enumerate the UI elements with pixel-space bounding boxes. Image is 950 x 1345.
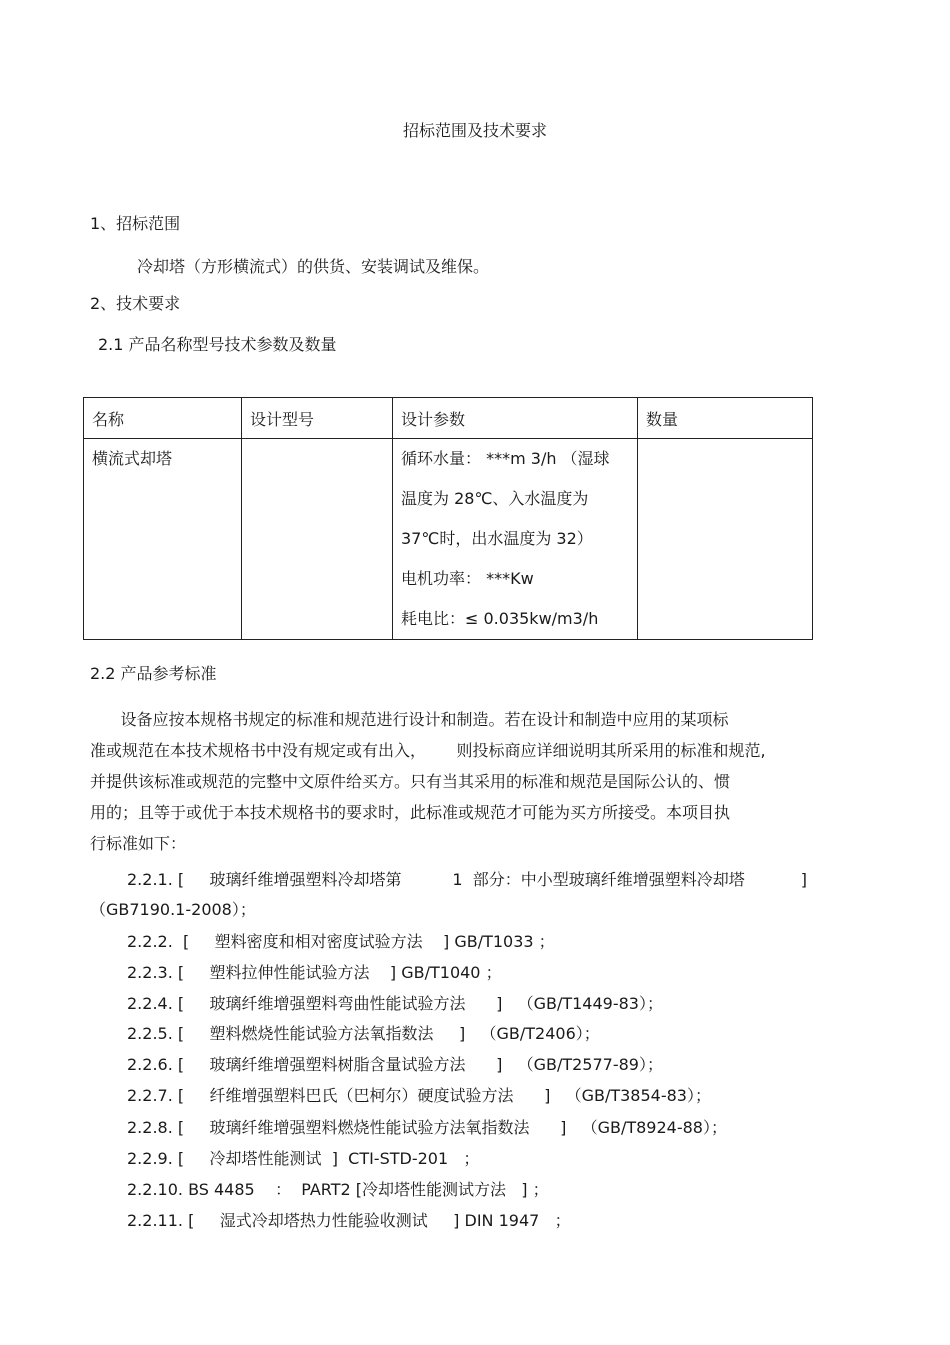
cell-quantity (638, 439, 813, 640)
cell-name-text: 横流式却塔 (92, 449, 173, 468)
cell-params (393, 439, 638, 640)
cell-name (84, 439, 242, 640)
standard-item: 2.2.9. [ 冷却塔性能测试 ] CTI-STD-201 ； (127, 1149, 480, 1168)
param-line: 温度为 28℃、入水温度为 (401, 489, 589, 508)
standard-item: 2.2.2. [ 塑料密度和相对密度试验方法 ] GB/T1033 ； (127, 932, 555, 951)
section-2-2-heading: 2.2 产品参考标准 (90, 664, 217, 683)
header-model: 设计型号 (242, 398, 393, 439)
param-line: 耗电比：≤ 0.035kw/m3/h (401, 609, 599, 628)
cell-model (242, 439, 393, 640)
section-1-heading: 1、招标范围 (90, 214, 181, 233)
section-1-body: 冷却塔（方形横流式）的供货、安装调试及维保。 (137, 257, 490, 276)
standard-item-continuation: （GB7190.1-2008）； (90, 900, 256, 919)
standard-item: 2.2.8. [ 玻璃纤维增强塑料燃烧性能试验方法氧指数法 ] （GB/T8924-88）； (127, 1118, 727, 1137)
paragraph-line: 行标准如下： (90, 834, 187, 853)
standard-item: 2.2.5. [ 塑料燃烧性能试验方法氧指数法 ] （GB/T2406）； (127, 1024, 600, 1043)
standard-item: 2.2.4. [ 玻璃纤维增强塑料弯曲性能试验方法 ] （GB/T1449-83）； (127, 994, 663, 1013)
table-header-row (84, 398, 813, 439)
header-name: 名称 (84, 398, 242, 439)
standards-paragraph (90, 704, 830, 859)
document-title: 招标范围及技术要求 (402, 121, 547, 140)
param-line: 37℃时，出水温度为 32） (401, 529, 593, 548)
paragraph-line: 用的；且等于或优于本技术规格书的要求时，此标准或规范才可能为买方所接受。本项目执 (90, 803, 731, 822)
header-params: 设计参数 (393, 398, 638, 439)
standard-item: 2.2.7. [ 纤维增强塑料巴氏（巴柯尔）硬度试验方法 ] （GB/T3854-83）； (127, 1086, 711, 1105)
paragraph-line: 准或规范在本技术规格书中没有规定或有出入， 则投标商应详细说明其所采用的标准和规范, (90, 741, 766, 760)
table-row (84, 439, 813, 640)
paragraph-line: 并提供该标准或规范的完整中文原件给买方。只有当其采用的标准和规范是国际公认的、惯 (90, 772, 731, 791)
standard-item: 2.2.10. BS 4485 ： PART2 [冷却塔性能测试方法 ] ； (127, 1180, 549, 1199)
product-spec-table (83, 397, 813, 640)
section-2-heading: 2、技术要求 (90, 294, 181, 313)
param-line: 循环水量： ***m 3/h （湿球 (401, 449, 610, 468)
section-2-1-heading: 2.1 产品名称型号技术参数及数量 (98, 335, 337, 354)
standard-item: 2.2.1. [ 玻璃纤维增强塑料冷却塔第 1 部分：中小型玻璃纤维增强塑料冷却塔 ] (127, 870, 807, 889)
header-quantity: 数量 (638, 398, 813, 439)
param-line: 电机功率： ***Kw (401, 569, 534, 588)
paragraph-line: 设备应按本规格书规定的标准和规范进行设计和制造。若在设计和制造中应用的某项标 (90, 710, 729, 729)
standard-item: 2.2.3. [ 塑料拉伸性能试验方法 ] GB/T1040 ； (127, 963, 502, 982)
standard-item: 2.2.6. [ 玻璃纤维增强塑料树脂含量试验方法 ] （GB/T2577-89）； (127, 1055, 663, 1074)
standard-item: 2.2.11. [ 湿式冷却塔热力性能验收测试 ] DIN 1947 ； (127, 1211, 571, 1230)
